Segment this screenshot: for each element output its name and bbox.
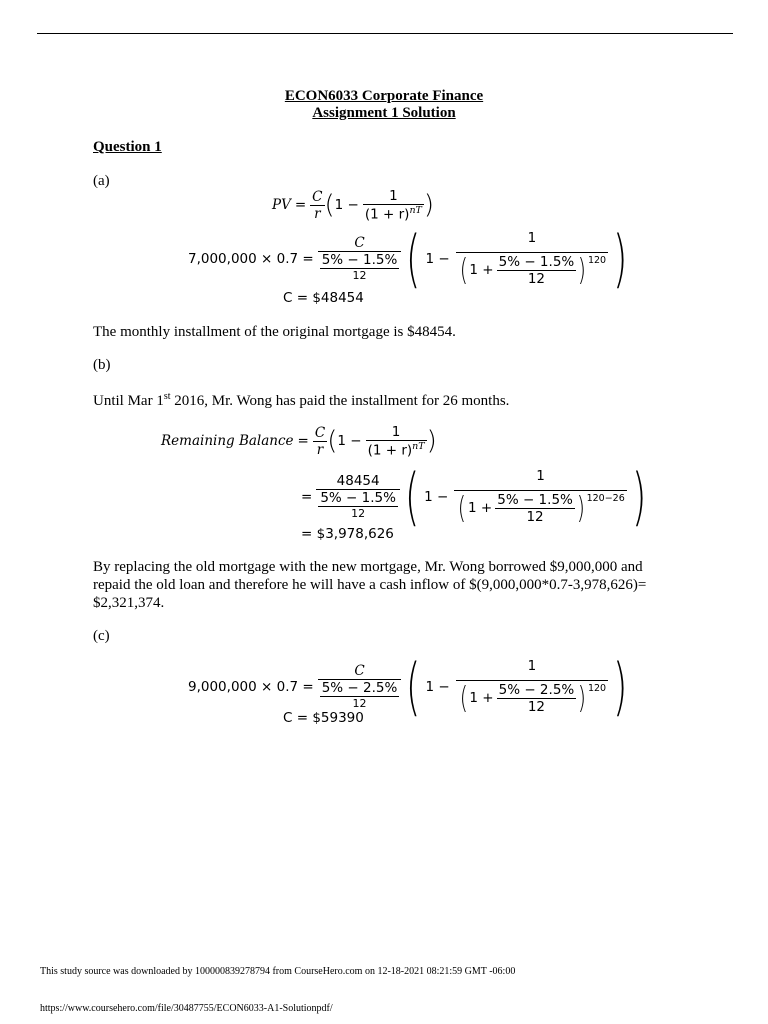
part-b-label: (b)	[93, 357, 111, 373]
equals-sign: =	[294, 197, 307, 214]
document-title: ECON6033 Corporate Finance	[284, 88, 484, 104]
equation-lhs: 7,000,000 × 0.7 =	[188, 250, 314, 267]
question-heading: Question 1	[93, 139, 162, 155]
c-over-r: $\frac{C}{r}$	[312, 188, 323, 222]
remaining-balance-symbol: Remaining Balance	[161, 433, 294, 450]
remaining-balance-formula: Remaining Balance = $\frac{C}{r}$ ( 1 − $\frac{1}{(1 + r)^{nT}}$ )	[161, 424, 437, 459]
one-minus: 1 −	[334, 197, 359, 214]
result-a: C = $48454	[283, 290, 364, 306]
download-notice: This study source was downloaded by 100000839278794 from CourseHero.com on 12-18-2021 08:21:59 GMT -06:00	[40, 966, 516, 977]
pv-symbol: PV	[272, 197, 291, 214]
part-a-label: (a)	[93, 173, 110, 189]
installment-equation-c: 9,000,000 × 0.7 = $\frac{C}{\frac{5\% - 2.5\%}{12}}$ ( 1 − 1 ( 1 + $\frac{5\% - 2.5\%}{12}$ ) 120 )	[188, 650, 628, 723]
installment-equation-a: 7,000,000 × 0.7 = $\frac{C}{\frac{5\% - 1.5\%}{12}}$ ( 1 − 1 ( 1 + $\frac{5\% - 1.5\%}{12}$ ) 120 )	[188, 222, 628, 295]
c-over-monthly-rate: $\frac{C}{\frac{5\% - 1.5\%}{12}}$	[318, 235, 402, 282]
part-c-label: (c)	[93, 628, 110, 644]
document-subtitle: Assignment 1 Solution	[312, 105, 456, 121]
equation-lhs-c: 9,000,000 × 0.7 =	[188, 678, 314, 695]
discount-fraction: $\frac{1}{(1 + r)^{nT}}$	[364, 188, 422, 223]
pv-formula: PV = $\frac{C}{r}$ ( 1 − $\frac{1}{(1 + r)^{nT}}$ )	[272, 188, 435, 223]
result-b: = $3,978,626	[301, 526, 394, 542]
source-url[interactable]: https://www.coursehero.com/file/30487755/ECON6033-A1-Solutionpdf/	[40, 1003, 333, 1014]
top-rule	[37, 33, 733, 34]
part-b-conclusion: By replacing the old mortgage with the new mortgage, Mr. Wong borrowed $9,000,000 and repaid the old loan and therefore he will have a cash inflow of $(9,000,000*0.7-3,978,626)= $2,321,374.	[93, 559, 647, 611]
part-a-conclusion: The monthly installment of the original mortgage is $48454.	[93, 324, 456, 340]
annuity-discount-fraction: 1 ( 1 + $\frac{5\% - 1.5\%}{12}$ ) 120	[456, 230, 608, 288]
part-b-intro: Until Mar 1st 2016, Mr. Wong has paid the installment for 26 months.	[93, 391, 510, 409]
remaining-balance-calc: = $\frac{48454}{\frac{5\% - 1.5\%}{12}}$ ( 1 − 1 ( 1 + $\frac{5\% - 1.5\%}{12}$ ) 120−26 )	[301, 460, 647, 533]
result-c: C = $59390	[283, 710, 364, 726]
